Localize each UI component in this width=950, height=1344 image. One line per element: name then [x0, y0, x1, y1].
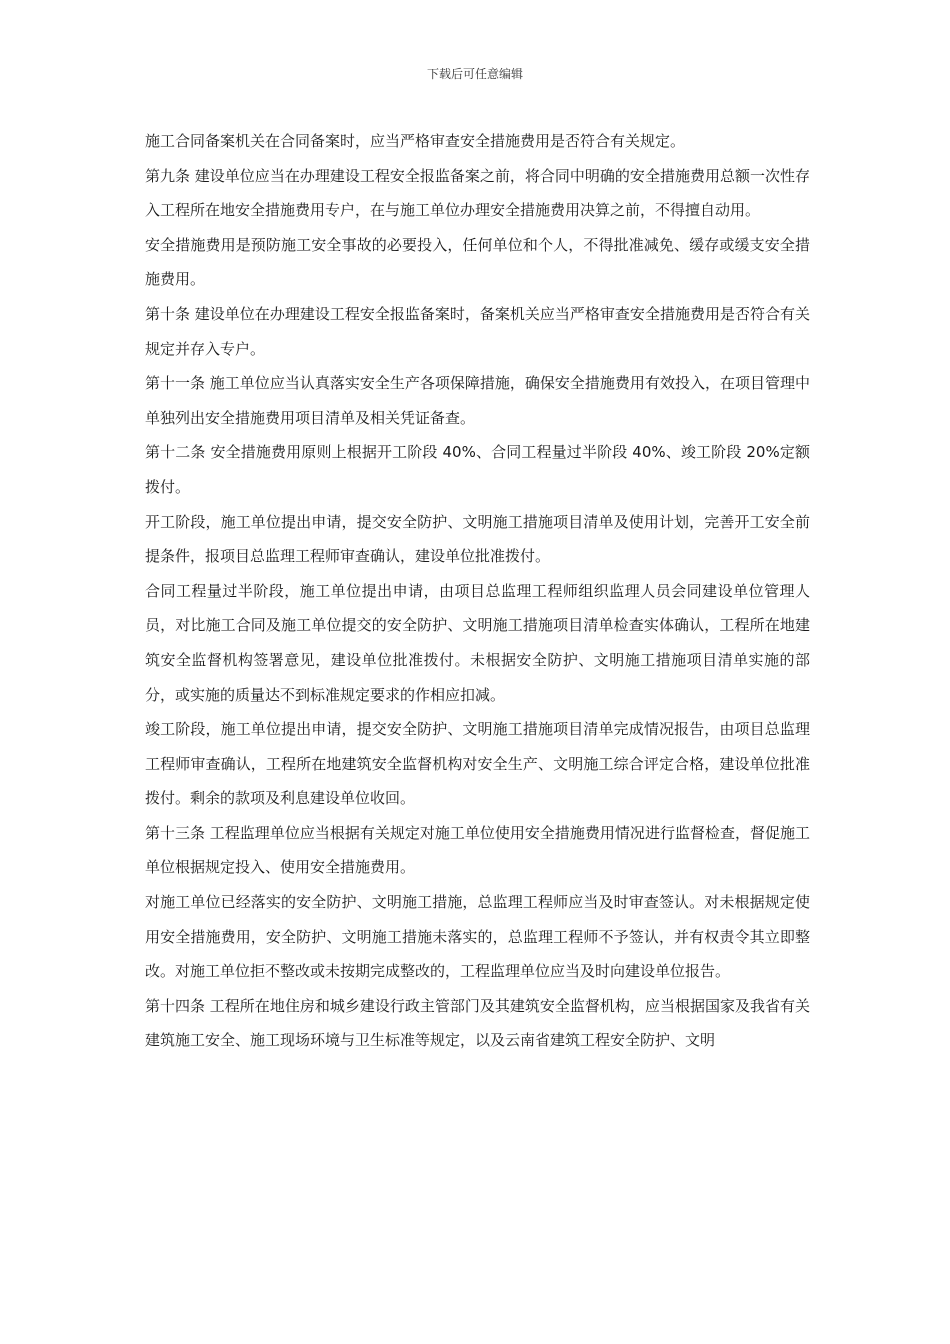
paragraph-article-14: 第十四条 工程所在地住房和城乡建设行政主管部门及其建筑安全监督机构，应当根据国家及我省有关建筑施工安全、施工现场环境与卫生标准等规定，以及云南省建筑工程安全防护、文明 — [145, 996, 810, 1050]
paragraph-completion-stage: 竣工阶段，施工单位提出申请，提交安全防护、文明施工措施项目清单完成情况报告，由项目总监理工程师审查确认，工程所在地建筑安全监督机构对安全生产、文明施工综合评定合格，建设单位批准拨付。剩余的款项及利息建设单位收回。 — [145, 720, 810, 808]
paragraph-start-stage: 开工阶段，施工单位提出申请，提交安全防护、文明施工措施项目清单及使用计划，完善开工安全前提条件，报项目总监理工程师审查确认，建设单位批准拨付。 — [145, 512, 810, 566]
document-body — [145, 124, 810, 1058]
paragraph-supervisor-signoff: 对施工单位已经落实的安全防护、文明施工措施，总监理工程师应当及时审查签认。对未根据规定使用安全措施费用，安全防护、文明施工措施未落实的，总监理工程师不予签认，并有权责令其立即整改。对施工单位拒不整改或未按期完成整改的，工程监理单位应当及时向建设单位报告。 — [145, 893, 810, 981]
paragraph-article-12: 第十二条 安全措施费用原则上根据开工阶段 40%、合同工程量过半阶段 40%、竣工阶段 20%定额拨付。 — [145, 443, 810, 496]
paragraph-contract-filing-review: 施工合同备案机关在合同备案时，应当严格审查安全措施费用是否符合有关规定。 — [145, 132, 686, 150]
paragraph-midway-stage: 合同工程量过半阶段，施工单位提出申请，由项目总监理工程师组织监理人员会同建设单位管理人员，对比施工合同及施工单位提交的安全防护、文明施工措施项目清单检查实体确认，工程所在地建筑安全监督机构签署意见，建设单位批准拨付。未根据安全防护、文明施工措施项目清单实施的部分，或实施的质量达不到标准规定要求的作相应扣减。 — [145, 581, 810, 704]
paragraph-article-11: 第十一条 施工单位应当认真落实安全生产各项保障措施，确保安全措施费用有效投入，在项目管理中单独列出安全措施费用项目清单及相关凭证备查。 — [145, 374, 810, 427]
page-header: 下载后可任意编辑 — [426, 67, 523, 81]
paragraph-no-exemption: 安全措施费用是预防施工安全事故的必要投入，任何单位和个人，不得批准减免、缓存或缓支安全措施费用。 — [145, 235, 810, 289]
paragraph-article-13: 第十三条 工程监理单位应当根据有关规定对施工单位使用安全措施费用情况进行监督检查，督促施工单位根据规定投入、使用安全措施费用。 — [145, 823, 810, 877]
paragraph-article-10: 第十条 建设单位在办理建设工程安全报监备案时，备案机关应当严格审查安全措施费用是否符合有关规定并存入专户。 — [145, 304, 810, 358]
paragraph-article-9: 第九条 建设单位应当在办理建设工程安全报监备案之前，将合同中明确的安全措施费用总额一次性存入工程所在地安全措施费用专户，在与施工单位办理安全措施费用决算之前，不得擅自动用。 — [145, 166, 810, 220]
